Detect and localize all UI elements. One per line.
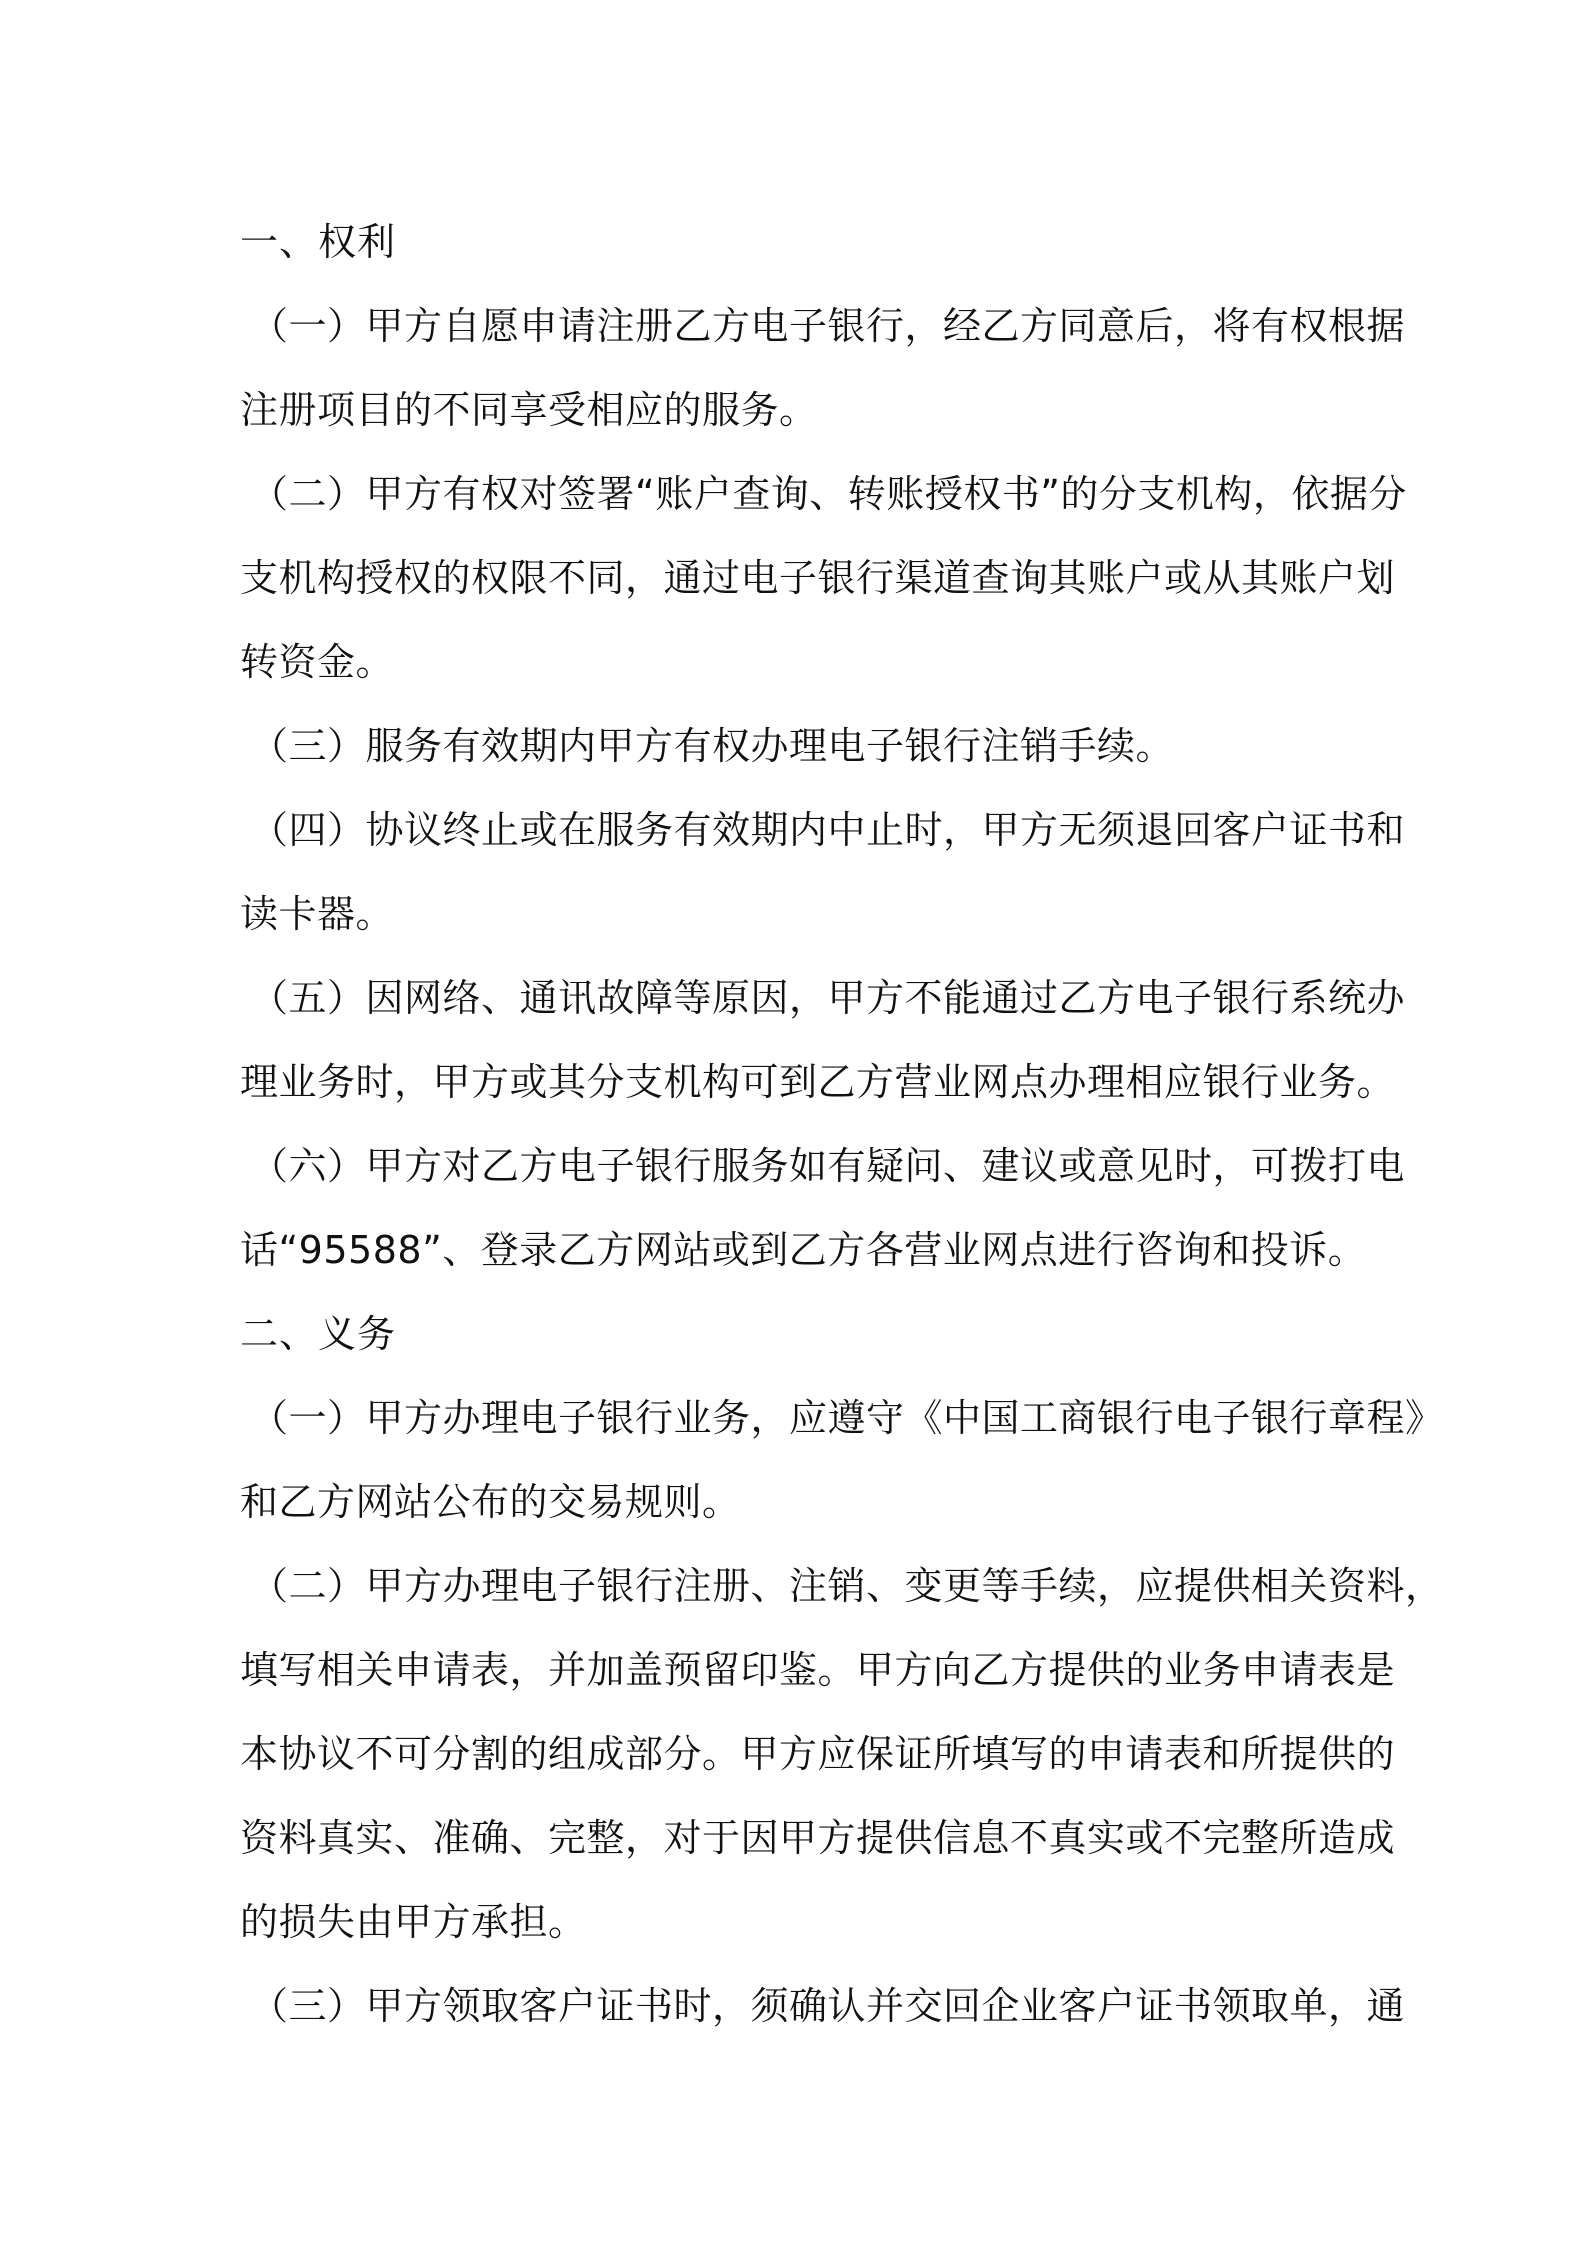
- paragraph-line: （一）甲方自愿申请注册乙方电子银行，经乙方同意后，将有权根据: [250, 304, 1406, 348]
- paragraph-line: 填写相关申请表，并加盖预留印鉴。甲方向乙方提供的业务申请表是: [240, 1648, 1396, 1692]
- paragraph-line: （三）服务有效期内甲方有权办理电子银行注销手续。: [250, 724, 1175, 768]
- paragraph-line: （五）因网络、通讯故障等原因，甲方不能通过乙方电子银行系统办: [250, 976, 1406, 1020]
- paragraph-line: （六）甲方对乙方电子银行服务如有疑问、建议或意见时，可拨打电: [250, 1144, 1406, 1188]
- section-heading-rights: 一、权利: [240, 220, 397, 264]
- paragraph-line: 转资金。: [240, 640, 395, 684]
- paragraph-line: 本协议不可分割的组成部分。甲方应保证所填写的申请表和所提供的: [240, 1732, 1396, 1776]
- section-heading-obligations: 二、义务: [240, 1312, 397, 1356]
- paragraph-line: 支机构授权的权限不同，通过电子银行渠道查询其账户或从其账户划: [240, 556, 1396, 600]
- paragraph-line: 注册项目的不同享受相应的服务。: [240, 388, 818, 432]
- paragraph-line: （四）协议终止或在服务有效期内中止时，甲方无须退回客户证书和: [250, 808, 1406, 852]
- paragraph-line: （三）甲方领取客户证书时，须确认并交回企业客户证书领取单，通: [250, 1984, 1406, 2028]
- paragraph-line: （二）甲方办理电子银行注册、注销、变更等手续，应提供相关资料，: [250, 1564, 1444, 1608]
- paragraph-line: 话“95588”、登录乙方网站或到乙方各营业网点进行咨询和投诉。: [240, 1228, 1367, 1272]
- paragraph-line: （二）甲方有权对签署“账户查询、转账授权书”的分支机构，依据分: [250, 472, 1407, 516]
- document-page: [240, 200, 1444, 2048]
- paragraph-line: 资料真实、准确、完整，对于因甲方提供信息不真实或不完整所造成: [240, 1816, 1396, 1860]
- paragraph-line: 读卡器。: [240, 892, 395, 936]
- paragraph-line: 和乙方网站公布的交易规则。: [240, 1480, 741, 1524]
- paragraph-line: 理业务时，甲方或其分支机构可到乙方营业网点办理相应银行业务。: [240, 1060, 1396, 1104]
- paragraph-line: 的损失由甲方承担。: [240, 1900, 587, 1944]
- paragraph-line: （一）甲方办理电子银行业务，应遵守《中国工商银行电子银行章程》: [250, 1396, 1444, 1440]
